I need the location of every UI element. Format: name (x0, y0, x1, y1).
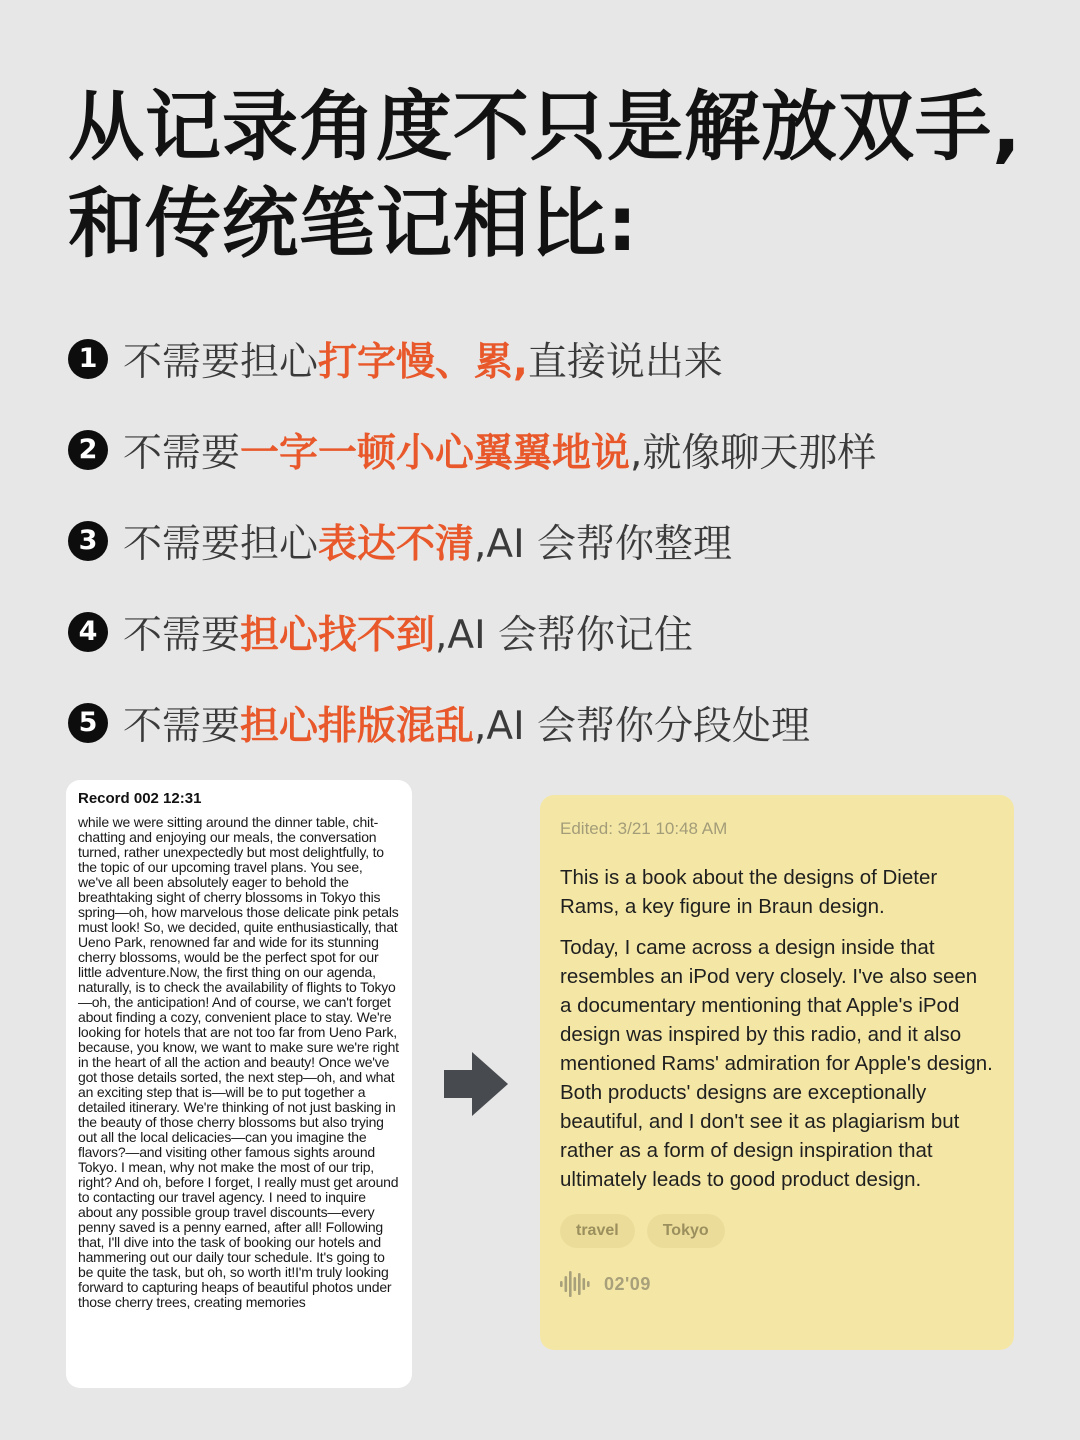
number-badge: 2 (68, 430, 108, 470)
record-transcript: while we were sitting around the dinner table, chit-chatting and enjoying our meals, the conversation turned, rather unexpectedly but most delightfully, to the topic of our upcoming travel plans. You see, we've all been absolutely eager to behold the breathtaking sight of cherry blossoms in Tokyo this spring—oh, how marvelous those delicate pink petals must look! So, we decided, quite enthusiastically, that Ueno Park, renowned far and wide for its stunning cherry blossoms, would be the perfect spot for our little adventure.Now, the first thing on our agenda, naturally, is to check the availability of flights to Tokyo—oh, the anticipation! And of course, we can't forget about finding a cozy, convenient place to stay. We're looking for hotels that are not too far from Ueno Park, because, you know, we want to make sure we're right in the heart of all the action and beauty! Once we've got those details sorted, the next step—oh, and what an exciting step that is—will be to put together a detailed itinerary. We're thinking of not just basking in the beauty of those cherry blossoms but also trying out all the local delicacies—can you imagine the flavors?—and visiting other famous sights around Tokyo. I mean, why not make the most of our trip, right? And oh, before I forget, I really must get around to contacting our travel agency. I need to inquire about any possible group travel discounts—every penny saved is a penny earned, after all! Following that, I'll dive into the task of booking our hotels and hammering out our daily tour schedule. It's going to be quite the task, but oh, so worth it!I'm truly looking forward to capturing heaps of beautiful photos under those cherry trees, creating memories (78, 814, 399, 1310)
benefit-text: 不需要担心 (123, 521, 319, 567)
tag-travel[interactable]: travel (560, 1214, 635, 1248)
audio-playback[interactable] (560, 1270, 994, 1298)
tag-tokyo[interactable]: Tokyo (647, 1214, 725, 1248)
headline-line-2: 和传统笔记相比: (68, 179, 639, 268)
benefit-item (68, 313, 1068, 404)
benefit-highlight: 担心排版混乱 (240, 703, 475, 749)
benefit-item (68, 586, 1068, 677)
benefit-item (68, 677, 1068, 768)
benefit-text-end: 直接说出来 (527, 339, 723, 385)
tag-list (560, 1214, 994, 1248)
arrow-right-icon (442, 1052, 510, 1116)
number-badge: 3 (68, 521, 108, 561)
benefit-text-end: ,AI 会帮你分段处理 (474, 703, 811, 749)
edited-timestamp: Edited: 3/21 10:48 AM (560, 819, 728, 838)
ai-note-card (540, 795, 1014, 1350)
sound-wave-icon[interactable] (560, 1270, 590, 1298)
audio-duration: 02'09 (604, 1273, 651, 1294)
benefit-item (68, 404, 1068, 495)
benefit-text-end: ,AI 会帮你记住 (435, 612, 694, 658)
benefit-text-end: ,AI 会帮你整理 (474, 521, 733, 567)
benefit-highlight: 一字一顿小心翼翼地说 (240, 430, 631, 476)
number-badge: 5 (68, 703, 108, 743)
record-title: Record 002 12:31 (78, 790, 202, 807)
raw-record-card (66, 780, 412, 1388)
benefit-text: 不需要 (123, 430, 241, 476)
note-paragraph: This is a book about the designs of Dieter Rams, a key figure in Braun design. (560, 866, 938, 918)
benefit-highlight: 打字慢、累, (318, 339, 528, 385)
benefit-text: 不需要 (123, 703, 241, 749)
benefit-text: 不需要 (123, 612, 241, 658)
benefit-item (68, 495, 1068, 586)
benefit-text-end: ,就像聊天那样 (630, 430, 877, 476)
headline-line-1: 从记录角度不只是解放双手, (68, 82, 1022, 171)
benefit-list (68, 313, 1068, 768)
benefit-highlight: 表达不清 (318, 521, 475, 567)
note-paragraph: Today, I came across a design inside that resembles an iPod very closely. I've also seen a documentary mentioning that Apple's iPod design was inspired by this radio, and it also mentioned Rams' admiration for Apple's design. Both products' designs are exceptionally beautiful, and I don't see it as plagiarism but rather as a form of design inspiration that ultimately leads to good product design. (560, 936, 993, 1191)
benefit-text: 不需要担心 (123, 339, 319, 385)
headline (68, 78, 1048, 272)
number-badge: 1 (68, 339, 108, 379)
number-badge: 4 (68, 612, 108, 652)
benefit-highlight: 担心找不到 (240, 612, 436, 658)
